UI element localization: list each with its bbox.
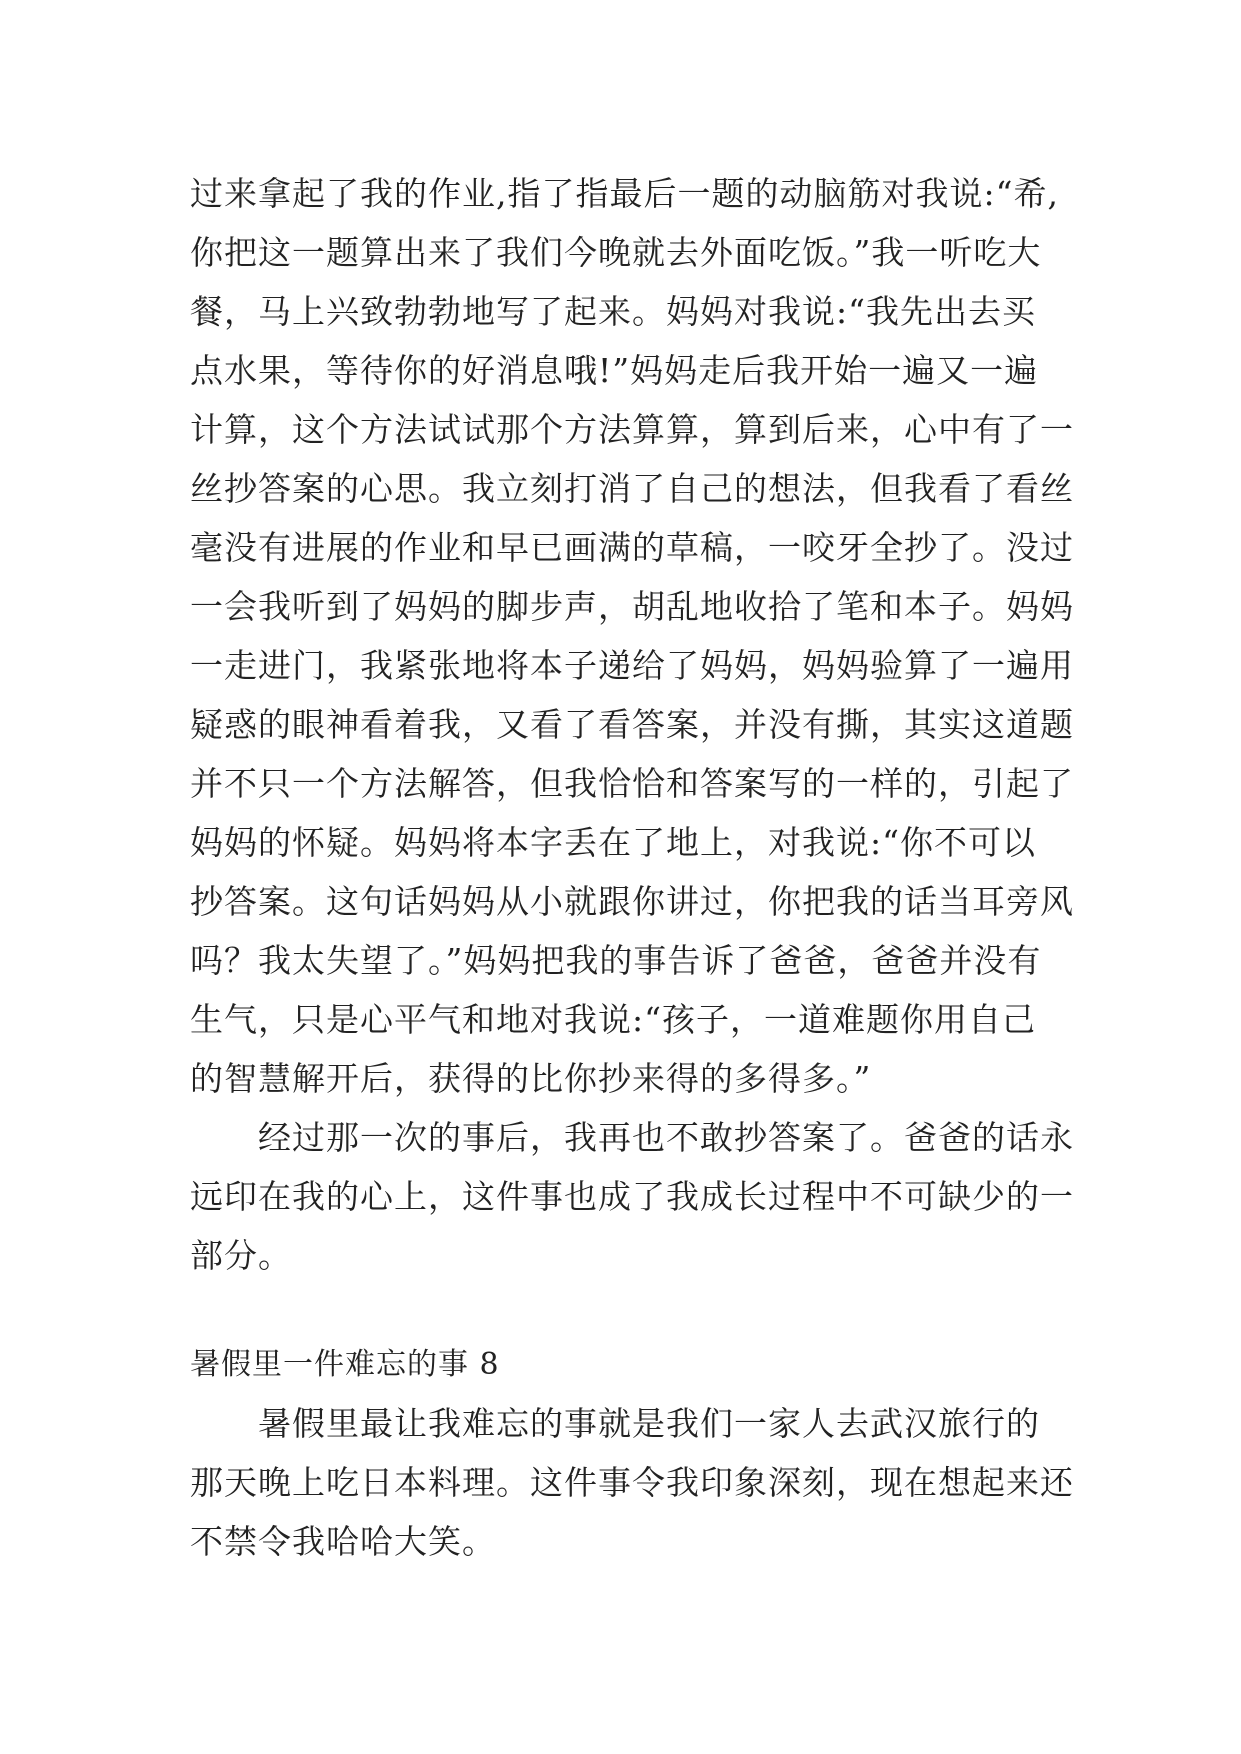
text-line: 你把这一题算出来了我们今晚就去外面吃饭。”我一听吃大 [190, 233, 1042, 272]
text-line: 那天晚上吃日本料理。这件事令我印象深刻，现在想起来还 [190, 1463, 1074, 1502]
section-title: 暑假里一件难忘的事 8 [190, 1347, 500, 1382]
paragraph [190, 164, 1090, 1108]
text-line: 生气，只是心平气和地对我说:“孩子，一道难题你用自己 [190, 1000, 1036, 1039]
text-line: 的智慧解开后，获得的比你抄来得的多得多。” [190, 1059, 872, 1098]
section-spacer [190, 1285, 1090, 1335]
text-line: 暑假里最让我难忘的事就是我们一家人去武汉旅行的 [258, 1404, 1040, 1443]
text-line: 不禁令我哈哈大笑。 [190, 1522, 496, 1561]
text-line: 妈妈的怀疑。妈妈将本字丢在了地上，对我说:“你不可以 [190, 823, 1036, 862]
text-line: 一会我听到了妈妈的脚步声，胡乱地收拾了笔和本子。妈妈 [190, 587, 1074, 626]
text-line: 计算，这个方法试试那个方法算算，算到后来，心中有了一 [190, 410, 1074, 449]
text-line: 一走进门，我紧张地将本子递给了妈妈，妈妈验算了一遍用 [190, 646, 1074, 685]
text-line: 吗？我太失望了。”妈妈把我的事告诉了爸爸，爸爸并没有 [190, 941, 1042, 980]
text-line: 远印在我的心上，这件事也成了我成长过程中不可缺少的一 [190, 1177, 1074, 1216]
document-body [190, 164, 1090, 1571]
text-line: 过来拿起了我的作业,指了指最后一题的动脑筋对我说:“希, [190, 174, 1059, 213]
text-line: 疑惑的眼神看着我，又看了看答案，并没有撕，其实这道题 [190, 705, 1074, 744]
text-line: 经过那一次的事后，我再也不敢抄答案了。爸爸的话永 [258, 1118, 1074, 1157]
text-line: 点水果，等待你的好消息哦!”妈妈走后我开始一遍又一遍 [190, 351, 1039, 390]
text-line: 丝抄答案的心思。我立刻打消了自己的想法，但我看了看丝 [190, 469, 1074, 508]
text-line: 抄答案。这句话妈妈从小就跟你讲过，你把我的话当耳旁风 [190, 882, 1074, 921]
text-line: 部分。 [190, 1236, 292, 1275]
text-line: 并不只一个方法解答，但我恰恰和答案写的一样的，引起了 [190, 764, 1074, 803]
paragraph [190, 1108, 1090, 1285]
text-line: 毫没有进展的作业和早已画满的草稿，一咬牙全抄了。没过 [190, 528, 1074, 567]
text-line: 餐，马上兴致勃勃地写了起来。妈妈对我说:“我先出去买 [190, 292, 1036, 331]
paragraph [190, 1394, 1090, 1571]
